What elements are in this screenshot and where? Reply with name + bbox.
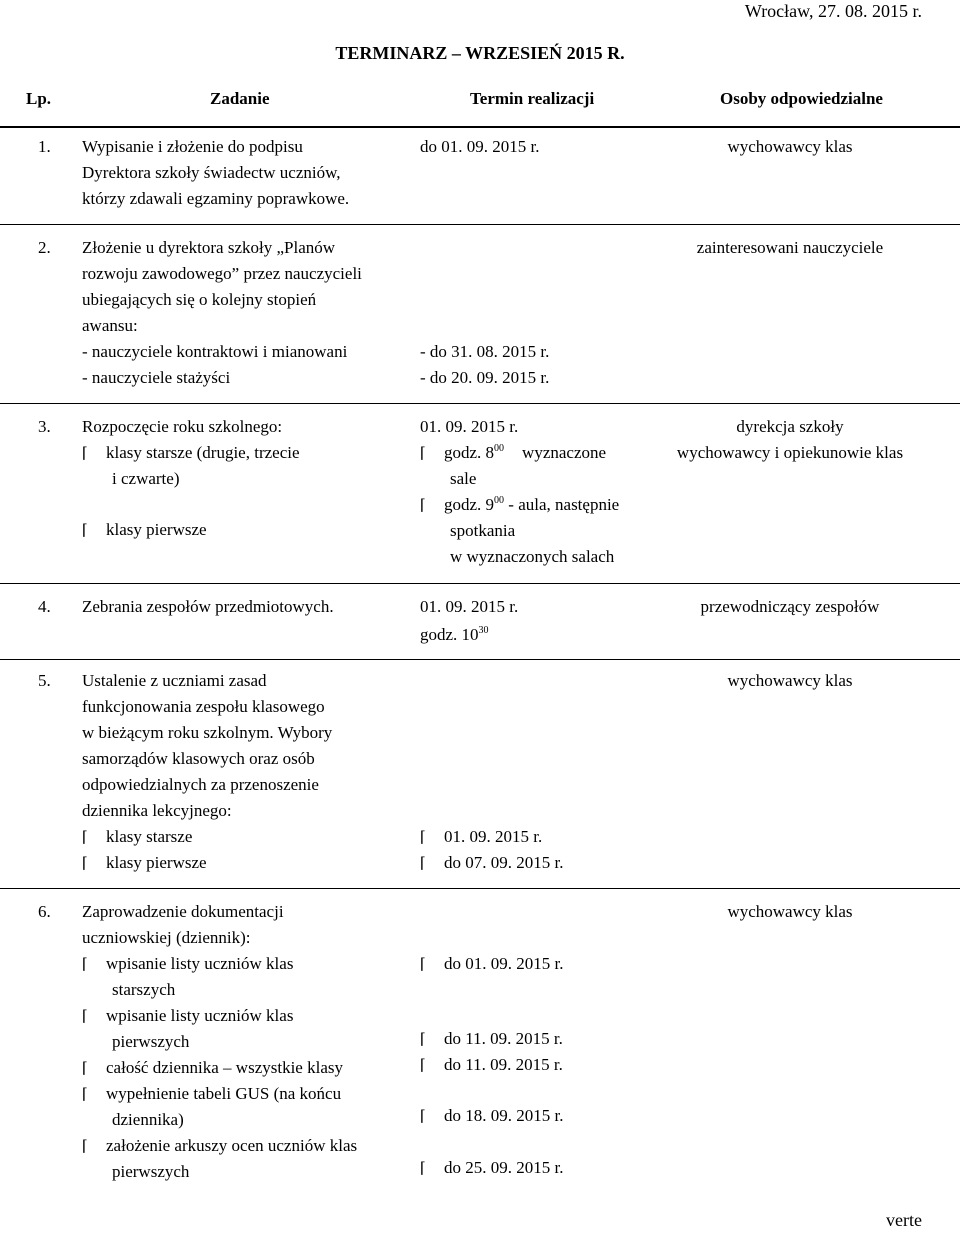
deadline-text: do 25. 09. 2015 r. <box>444 1158 564 1177</box>
task-bullet-line <box>82 1081 341 1108</box>
task-line: awansu: <box>82 316 138 335</box>
deadline-text: - do 20. 09. 2015 r. <box>420 368 550 387</box>
task-line: samorządów klasowych oraz osób <box>82 749 315 768</box>
deadline-text: 01. 09. 2015 r. <box>420 417 519 436</box>
task-bullet-line <box>82 850 207 877</box>
task-bullet-line <box>82 1003 293 1030</box>
deadline-text: do 01. 09. 2015 r. <box>444 954 564 973</box>
deadline-text: w wyznaczonych salach <box>450 547 615 566</box>
bullet-icon: ⌈ <box>82 446 88 462</box>
bullet-icon: ⌈ <box>420 957 426 973</box>
bullet-icon: ⌈ <box>420 1032 426 1048</box>
deadline-text: wyznaczone <box>522 443 607 462</box>
deadline-sup: 00 <box>494 495 505 506</box>
task-line: Dyrektora szkoły świadectw uczniów, <box>82 163 341 182</box>
task-line: starszych <box>112 980 176 999</box>
bullet-icon: ⌈ <box>420 498 426 514</box>
deadline-time-line <box>420 622 489 648</box>
deadline-bullet-line <box>420 1103 563 1130</box>
responsible-text: wychowawcy klas <box>727 137 853 156</box>
bullet-icon: ⌈ <box>82 1061 88 1077</box>
task-line: klasy pierwsze <box>106 520 207 539</box>
deadline-text: spotkania <box>450 521 516 540</box>
bullet-icon: ⌈ <box>420 1058 426 1074</box>
deadline-bullet-line <box>420 1155 563 1182</box>
column-header-deadline: Termin realizacji <box>470 89 595 108</box>
document-date: Wrocław, 27. 08. 2015 r. <box>744 1 922 21</box>
bullet-icon: ⌈ <box>82 1139 88 1155</box>
bullet-icon: ⌈ <box>420 830 426 846</box>
deadline-sup: 30 <box>478 625 489 636</box>
column-header-responsible: Osoby odpowiedzialne <box>720 89 883 108</box>
task-line: klasy pierwsze <box>106 853 207 872</box>
task-line: dziennika) <box>112 1110 184 1129</box>
row-number: 6. <box>38 902 51 921</box>
deadline-text: - do 31. 08. 2015 r. <box>420 342 550 361</box>
task-line: w bieżącym roku szkolnym. Wybory <box>82 723 333 742</box>
deadline-bullet-line <box>420 1026 563 1053</box>
responsible-text: wychowawcy i opiekunowie klas <box>676 443 904 462</box>
column-header-task: Zadanie <box>210 89 270 108</box>
deadline-bullet-line <box>420 440 606 467</box>
bullet-icon: ⌈ <box>420 446 426 462</box>
task-line: założenie arkuszy ocen uczniów klas <box>106 1136 358 1155</box>
task-line: pierwszych <box>112 1162 190 1181</box>
bullet-icon: ⌈ <box>82 1009 88 1025</box>
bullet-icon: ⌈ <box>82 957 88 973</box>
task-line: - nauczyciele kontraktowi i mianowani <box>82 342 348 361</box>
task-line: i czwarte) <box>112 469 180 488</box>
deadline-bullet-line <box>420 824 542 851</box>
bullet-icon: ⌈ <box>82 830 88 846</box>
task-line: Wypisanie i złożenie do podpisu <box>82 137 303 156</box>
task-bullet-line <box>82 951 293 978</box>
bullet-icon: ⌈ <box>82 1087 88 1103</box>
task-line: Złożenie u dyrektora szkoły „Planów <box>82 238 336 257</box>
task-line: pierwszych <box>112 1032 190 1051</box>
row-rule <box>0 888 960 889</box>
task-line: całość dziennika – wszystkie klasy <box>106 1058 343 1077</box>
task-line: Zebrania zespołów przedmiotowych. <box>82 597 334 616</box>
deadline-bullet-line <box>420 850 563 877</box>
task-line: - nauczyciele stażyści <box>82 368 231 387</box>
deadline-text: 01. 09. 2015 r. <box>420 597 519 616</box>
task-bullet-line <box>82 440 300 467</box>
deadline-text: sale <box>450 469 477 488</box>
task-line: Zaprowadzenie dokumentacji <box>82 902 284 921</box>
task-line: rozwoju zawodowego” przez nauczycieli <box>82 264 362 283</box>
task-line: Rozpoczęcie roku szkolnego: <box>82 417 283 436</box>
deadline-text: - aula, następnie <box>504 495 620 514</box>
deadline-bullet-line <box>420 492 619 519</box>
deadline-sup: 00 <box>494 443 505 454</box>
responsible-text: wychowawcy klas <box>727 902 853 921</box>
task-line: którzy zdawali egzaminy poprawkowe. <box>82 189 350 208</box>
deadline-text: do 07. 09. 2015 r. <box>444 853 564 872</box>
task-bullet-line <box>82 824 192 851</box>
task-line: uczniowskiej (dziennik): <box>82 928 251 947</box>
row-rule <box>0 659 960 660</box>
task-bullet-line <box>82 517 207 544</box>
responsible-text: wychowawcy klas <box>727 671 853 690</box>
deadline-text: do 18. 09. 2015 r. <box>444 1106 564 1125</box>
row-number: 5. <box>38 671 51 690</box>
row-number: 3. <box>38 417 51 436</box>
task-line: klasy starsze <box>106 827 193 846</box>
task-line: Ustalenie z uczniami zasad <box>82 671 267 690</box>
task-line: funkcjonowania zespołu klasowego <box>82 697 325 716</box>
bullet-icon: ⌈ <box>420 1109 426 1125</box>
task-line: ubiegających się o kolejny stopień <box>82 290 317 309</box>
row-number: 2. <box>38 238 51 257</box>
column-header-lp: Lp. <box>26 89 52 108</box>
deadline-bullet-line <box>420 951 563 978</box>
bullet-icon: ⌈ <box>420 1161 426 1177</box>
task-line: wpisanie listy uczniów klas <box>106 954 294 973</box>
bullet-icon: ⌈ <box>82 856 88 872</box>
deadline-text: do 11. 09. 2015 r. <box>444 1055 563 1074</box>
deadline-text: do 11. 09. 2015 r. <box>444 1029 563 1048</box>
responsible-text: przewodniczący zespołów <box>700 597 880 616</box>
task-line: klasy starsze (drugie, trzecie <box>106 443 300 462</box>
deadline-text: godz. 10 <box>420 625 479 644</box>
document-title: TERMINARZ – WRZESIEŃ 2015 R. <box>335 43 625 63</box>
bullet-icon: ⌈ <box>420 856 426 872</box>
task-bullet-line <box>82 1055 343 1082</box>
row-number: 4. <box>38 597 51 616</box>
row-rule <box>0 224 960 225</box>
deadline-text: godz. 8 <box>444 443 495 462</box>
responsible-text: zainteresowani nauczyciele <box>696 238 884 257</box>
verte-note: verte <box>886 1210 922 1230</box>
row-rule <box>0 403 960 404</box>
bullet-icon: ⌈ <box>82 523 88 539</box>
task-line: odpowiedzialnych za przenoszenie <box>82 775 319 794</box>
deadline-text: 01. 09. 2015 r. <box>444 827 543 846</box>
task-line: wpisanie listy uczniów klas <box>106 1006 294 1025</box>
deadline-text: godz. 9 <box>444 495 495 514</box>
deadline-bullet-line <box>420 1052 563 1079</box>
row-rule <box>0 583 960 584</box>
header-rule <box>0 126 960 128</box>
task-line: dziennika lekcyjnego: <box>82 801 232 820</box>
task-bullet-line <box>82 1133 357 1160</box>
row-number: 1. <box>38 137 51 156</box>
deadline-text: do 01. 09. 2015 r. <box>420 137 540 156</box>
task-line: wypełnienie tabeli GUS (na końcu <box>106 1084 342 1103</box>
responsible-text: dyrekcja szkoły <box>736 417 844 436</box>
